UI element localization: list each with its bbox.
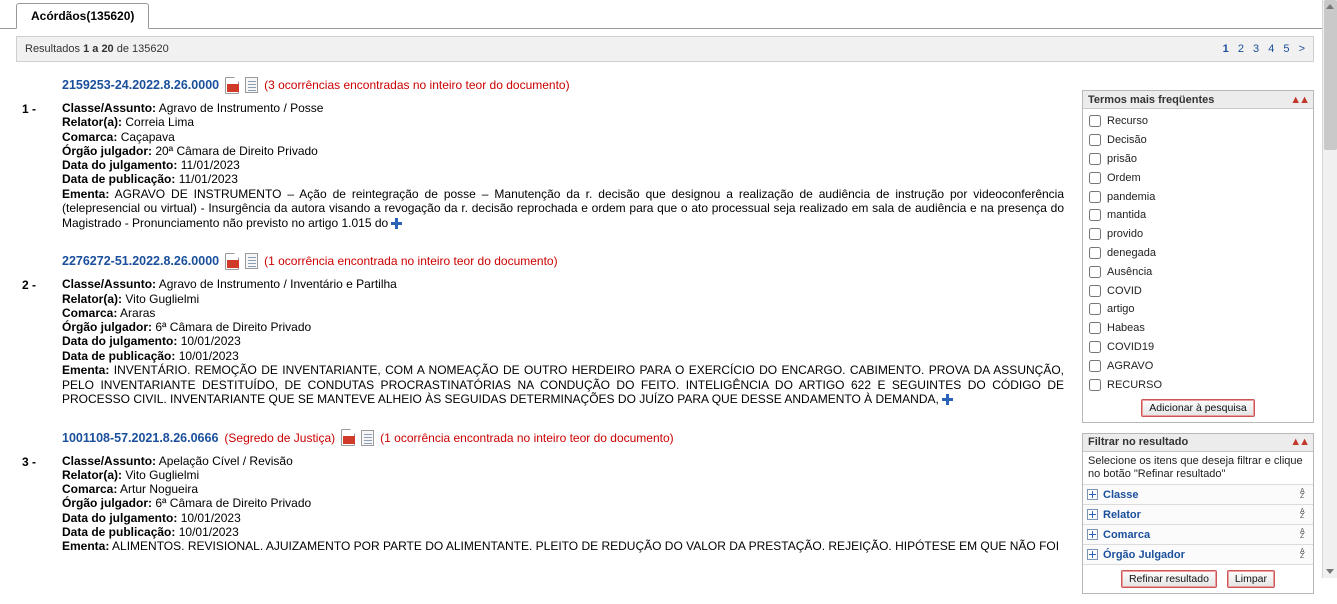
process-number-link[interactable]: 2159253-24.2022.8.26.0000 [62,78,220,92]
add-to-search-button[interactable]: Adicionar à pesquisa [1141,399,1254,417]
occurrences-text: (3 ocorrências encontradas no inteiro teor do documento) [264,78,570,92]
filter-row-comarca[interactable] [1083,524,1313,544]
relator-field [62,115,1064,129]
term-row[interactable] [1087,319,1309,338]
term-row[interactable] [1087,262,1309,281]
expand-icon[interactable] [1087,489,1098,500]
expand-icon[interactable] [1087,509,1098,520]
result-item [16,248,1064,406]
term-row[interactable] [1087,187,1309,206]
scrollbar-thumb[interactable] [1324,0,1337,150]
comarca-field [62,306,1064,320]
julgamento-value: 10/01/2023 [180,510,241,525]
results-range: 1 a 20 [83,43,114,55]
julgamento-field [62,158,1064,172]
term-label: Ordem [1107,171,1141,184]
comarca-value: Araras [120,305,156,320]
term-row[interactable] [1087,300,1309,319]
filter-buttons [1083,564,1313,593]
term-label: AGRAVO [1107,359,1154,372]
term-row[interactable] [1087,356,1309,375]
comarca-field [62,482,1064,496]
term-label: COVID [1107,284,1142,297]
term-checkbox[interactable] [1089,322,1101,334]
document-icon[interactable] [245,253,258,269]
orgao-value: 6ª Câmara de Direito Privado [155,320,312,335]
refine-results-button[interactable]: Refinar resultado [1121,570,1217,588]
results-count [25,43,169,55]
ementa-label: Ementa: [62,363,110,378]
pdf-icon[interactable] [225,253,239,270]
term-checkbox[interactable] [1089,247,1101,259]
sidebar [1082,90,1314,604]
comarca-field [62,130,1064,144]
result-header [62,425,1064,451]
term-label: mantida [1107,209,1147,222]
ementa-value: INVENTÁRIO. REMOÇÃO DE INVENTARIANTE, COM A NOMEAÇÃO DE OUTRO HERDEIRO PARA O EXERCÍCIO DO ENCARGO. CABIMENTO. PROVA DA ASSUNÇÃO, PELO INVENTARIANTE DESTITUÍDO, DE CONDUTAS PROCRASTINATÓRIAS NA CONDUÇÃO DO FEITO. INTELIGÊNCIA DO ARTIGO 622 E SEGUINTES DO CÓDIGO DE PROCESSO CIVIL. INVENTARIANTE QUE SE MANTEVE ALHEIO ÀS SEGUIDAS DETERMINAÇÕES DO JUÍZO PARA QUE DESSE ANDAMENTO À DEMANDA, [62,363,1064,407]
comarca-label: Comarca: [62,482,118,497]
orgao-label: Órgão julgador: [62,496,152,511]
relator-label: Relator(a): [62,115,123,130]
term-checkbox[interactable] [1089,153,1101,165]
term-checkbox[interactable] [1089,228,1101,240]
results-list [16,72,1064,572]
frequent-terms-panel [1082,90,1314,423]
term-checkbox[interactable] [1089,379,1101,391]
ementa-field [62,187,1064,231]
scroll-up-icon[interactable] [1326,4,1334,9]
sort-az-icon[interactable] [1300,489,1309,500]
page-next[interactable]: > [1298,43,1305,55]
filter-results-header [1083,434,1313,452]
publicacao-field [62,349,1064,363]
results-summary-bar [16,36,1314,62]
term-row[interactable] [1087,131,1309,150]
term-row[interactable] [1087,338,1309,357]
frequent-terms-title: Termos mais freqüentes [1088,93,1215,106]
orgao-label: Órgão julgador: [62,143,152,158]
term-row[interactable] [1087,206,1309,225]
term-row[interactable] [1087,244,1309,263]
filter-results-panel [1082,433,1314,594]
result-item [16,425,1064,554]
comarca-label: Comarca: [62,129,118,144]
term-checkbox[interactable] [1089,341,1101,353]
ementa-value: ALIMENTOS. REVISIONAL. AJUIZAMENTO POR PARTE DO ALIMENTANTE. PLEITO DE REDUÇÃO DO VALOR DA PRESTAÇÃO. REJEIÇÃO. HIPÓTESE EM QUE NÃO FOI [112,539,1060,554]
result-index: 1 - [22,102,37,116]
term-checkbox[interactable] [1089,266,1101,278]
pagination [1217,43,1305,55]
julgamento-value: 11/01/2023 [180,158,240,173]
ementa-value: AGRAVO DE INSTRUMENTO – Ação de reintegração de posse – Manutenção da r. decisão que designou a realização de audiência de instrução por videoconferência (telepresencial ou virtual) - Insurgência da autora visando a revogação da r. decisão reprochada e ordem para que o ato processual seja realizado em sala de audiência e na presença do Magistrado - Pronunciamento não previsto no artigo 1.015 do [62,186,1065,230]
classe-field [62,454,1064,468]
result-header [62,248,1064,274]
result-index: 3 - [22,454,37,469]
orgao-label: Órgão julgador: [62,320,152,335]
expand-icon[interactable] [1087,549,1098,560]
publicacao-field [62,172,1064,186]
publicacao-value: 11/01/2023 [178,172,238,187]
julgamento-field [62,511,1064,525]
term-checkbox[interactable] [1089,303,1101,315]
term-label: Habeas [1107,322,1145,335]
filter-row-relator[interactable] [1083,504,1313,524]
relator-label: Relator(a): [62,291,123,306]
sort-az-icon[interactable] [1300,549,1309,560]
julgamento-label: Data do julgamento: [62,510,178,525]
term-row[interactable] [1087,375,1309,394]
orgao-field [62,320,1064,334]
julgamento-field [62,334,1064,348]
classe-label: Classe/Assunto: [62,453,157,468]
page-5[interactable]: 5 [1283,43,1290,55]
orgao-value: 20ª Câmara de Direito Privado [155,143,318,158]
term-label: Decisão [1107,134,1147,147]
filter-label[interactable]: Comarca [1103,528,1151,541]
orgao-value: 6ª Câmara de Direito Privado [155,496,312,511]
page-1[interactable]: 1 [1222,43,1229,55]
expand-icon[interactable] [1087,529,1098,540]
publicacao-value: 10/01/2023 [178,348,239,363]
scroll-down-icon[interactable] [1326,569,1334,574]
classe-value: Agravo de Instrumento / Inventário e Partilha [158,277,397,292]
frequent-terms-header [1083,91,1313,109]
add-to-search-wrap [1083,396,1313,422]
classe-value: Apelação Cível / Revisão [158,453,293,468]
term-label: provido [1107,228,1144,241]
term-label: Ausência [1107,265,1153,278]
relator-field [62,292,1064,306]
sort-az-icon[interactable] [1300,509,1309,520]
term-label: pandemia [1107,190,1156,203]
results-prefix: Resultados [25,43,84,55]
term-checkbox[interactable] [1089,360,1101,372]
result-item [16,72,1064,230]
process-number-link[interactable]: 2276272-51.2022.8.26.0000 [62,254,220,269]
expand-ementa-icon[interactable] [942,394,953,405]
orgao-field [62,144,1064,158]
publicacao-label: Data de publicação: [62,172,176,187]
ementa-label: Ementa: [62,186,110,201]
relator-field [62,468,1064,482]
main-content [16,72,1314,586]
filter-row-classe[interactable] [1083,484,1313,504]
ementa-field [62,539,1064,554]
term-row[interactable] [1087,168,1309,187]
julgamento-value: 10/01/2023 [180,334,241,349]
term-checkbox[interactable] [1089,172,1101,184]
term-row[interactable] [1087,225,1309,244]
filter-label[interactable]: Classe [1103,488,1139,501]
term-checkbox[interactable] [1089,209,1101,221]
publicacao-value: 10/01/2023 [178,525,239,540]
occurrences-text: (1 ocorrência encontrada no inteiro teor do documento) [264,254,558,269]
tab-bar [0,0,1337,29]
term-label: prisão [1107,152,1137,165]
document-icon[interactable] [361,430,374,446]
term-row[interactable] [1087,112,1309,131]
vertical-scrollbar[interactable] [1322,0,1337,578]
publicacao-label: Data de publicação: [62,525,176,540]
collapse-icon[interactable]: ▲▲ [1290,436,1308,449]
relator-value: Vito Guglielmi [125,291,200,306]
filter-row-orgao-julgador[interactable] [1083,544,1313,564]
orgao-field [62,496,1064,510]
term-checkbox[interactable] [1089,285,1101,297]
classe-field [62,101,1064,115]
relator-value: Correia Lima [125,115,195,130]
term-label: denegada [1107,246,1156,259]
publicacao-label: Data de publicação: [62,348,176,363]
page-3[interactable]: 3 [1253,43,1260,55]
classe-value: Agravo de Instrumento / Posse [158,101,324,115]
filter-label[interactable]: Relator [1103,508,1141,521]
relator-value: Vito Guglielmi [125,467,200,482]
occurrences-text: (1 ocorrência encontrada no inteiro teor do documento) [380,430,674,445]
term-label: Recurso [1107,115,1148,128]
julgamento-label: Data do julgamento: [62,334,178,349]
term-label: COVID19 [1107,340,1155,353]
ementa-field [62,363,1064,407]
results-suffix: de 135620 [113,43,169,55]
relator-label: Relator(a): [62,467,123,482]
julgamento-label: Data do julgamento: [62,158,178,173]
classe-field [62,277,1064,291]
comarca-value: Artur Nogueira [120,482,199,497]
document-icon[interactable] [245,77,258,93]
term-checkbox[interactable] [1089,134,1101,146]
collapse-icon[interactable]: ▲▲ [1290,93,1308,106]
pdf-icon[interactable] [225,77,239,94]
term-row[interactable] [1087,150,1309,169]
expand-ementa-icon[interactable] [391,218,402,229]
filter-label[interactable]: Órgão Julgador [1103,548,1185,561]
frequent-terms-list [1083,109,1313,396]
result-header [62,72,1064,98]
term-checkbox[interactable] [1089,115,1101,127]
page-4[interactable]: 4 [1268,43,1275,55]
term-label: artigo [1107,303,1135,316]
term-row[interactable] [1087,281,1309,300]
comarca-label: Comarca: [62,305,118,320]
result-index: 2 - [22,278,37,293]
process-number-link[interactable]: 1001108-57.2021.8.26.0666 [62,430,219,445]
filter-results-title: Filtrar no resultado [1088,436,1189,449]
term-label: RECURSO [1107,378,1163,391]
term-checkbox[interactable] [1089,191,1101,203]
segredo-de-justica-label: (Segredo de Justiça) [224,430,336,445]
comarca-value: Caçapava [120,129,175,144]
publicacao-field [62,525,1064,539]
sort-az-icon[interactable] [1300,529,1309,540]
classe-label: Classe/Assunto: [62,101,157,115]
pdf-icon[interactable] [341,429,355,446]
page-2[interactable]: 2 [1237,43,1244,55]
ementa-label: Ementa: [62,539,110,554]
clear-filters-button[interactable]: Limpar [1227,570,1275,588]
filter-results-description: Selecione os itens que deseja filtrar e clique no botão "Refinar resultado" [1088,454,1303,480]
tab-acordaos[interactable]: Acórdãos(135620) [16,3,149,29]
classe-label: Classe/Assunto: [62,277,157,292]
